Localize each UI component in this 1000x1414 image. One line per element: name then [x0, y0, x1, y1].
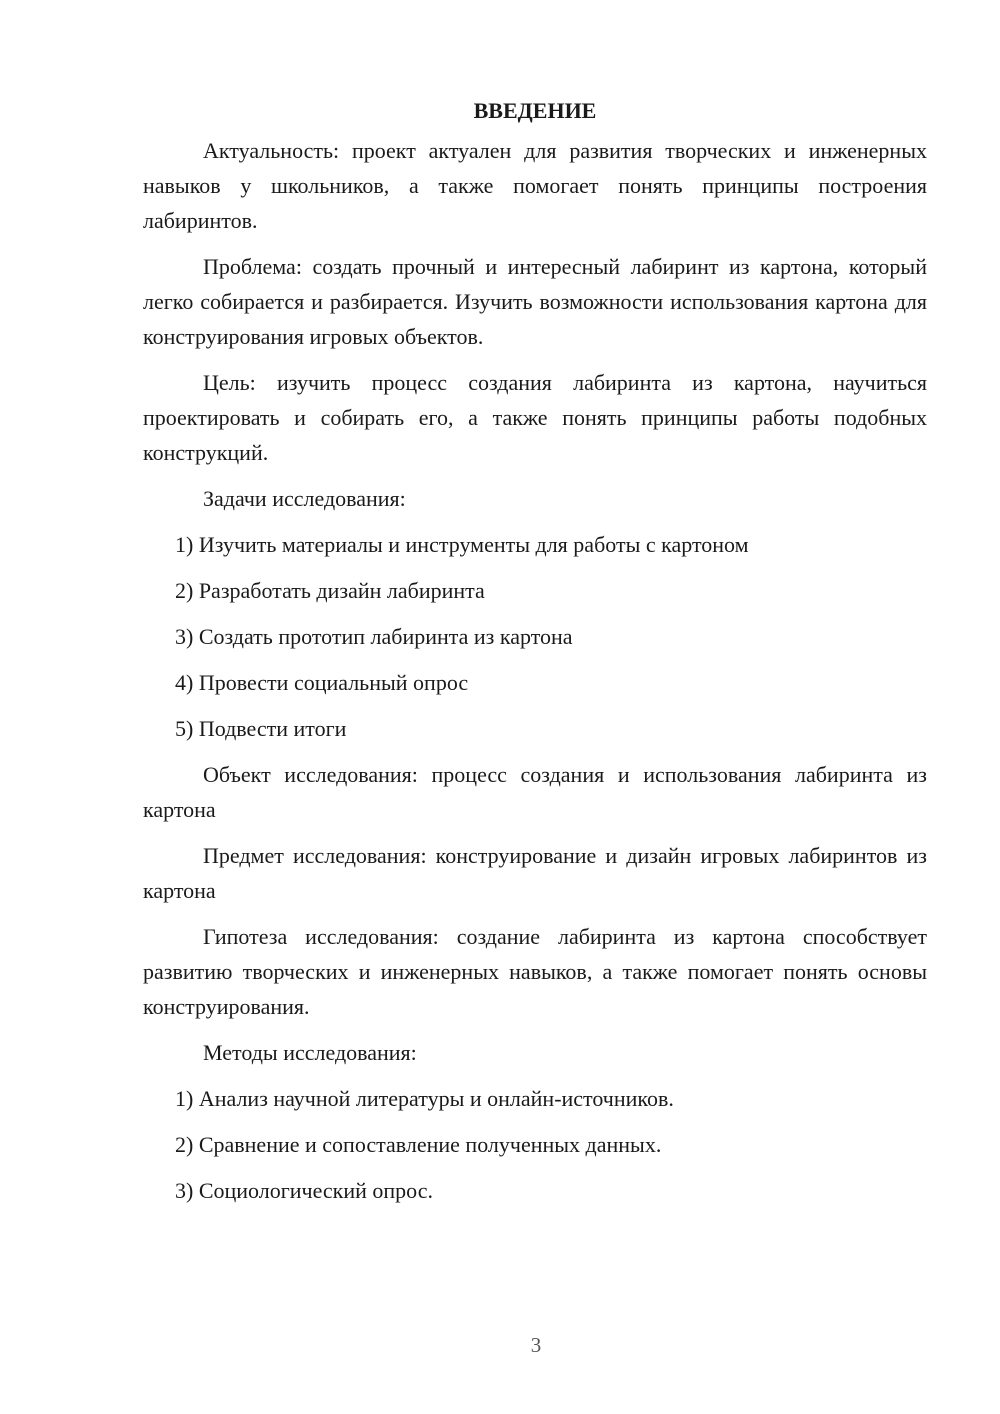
- section-title: ВВЕДЕНИЕ: [473, 98, 597, 123]
- tasks-list: [143, 527, 927, 746]
- list-item: 4) Провести социальный опрос: [175, 670, 469, 695]
- list-item: 2) Сравнение и сопоставление полученных данных.: [175, 1132, 662, 1157]
- tasks-heading: Задачи исследования:: [203, 486, 406, 511]
- list-item: 5) Подвести итоги: [175, 716, 347, 741]
- list-item: 2) Разработать дизайн лабиринта: [175, 578, 485, 603]
- list-item: 3) Социологический опрос.: [175, 1178, 433, 1203]
- subject-paragraph: Предмет исследования: конструирование и дизайн игровых лабиринтов из картона: [143, 843, 927, 903]
- goal-paragraph: Цель: изучить процесс создания лабиринта из картона, научиться проектировать и собирать его, а также понять принципы работы подобных конструкций.: [143, 370, 927, 465]
- document-body: [143, 93, 927, 1219]
- methods-list: [143, 1081, 927, 1208]
- list-item: 3) Создать прототип лабиринта из картона: [175, 624, 573, 649]
- page-number: 3: [530, 1333, 542, 1357]
- relevance-paragraph: Актуальность: проект актуален для развития творческих и инженерных навыков у школьников, а также помогает понять принципы построения лабиринтов.: [143, 138, 927, 233]
- hypothesis-paragraph: Гипотеза исследования: создание лабиринта из картона способствует развитию творческих и инженерных навыков, а также помогает понять основы конструирования.: [143, 924, 927, 1019]
- problem-paragraph: Проблема: создать прочный и интересный лабиринт из картона, который легко собирается и разбирается. Изучить возможности использования картона для конструирования игровых объектов.: [143, 254, 927, 349]
- object-paragraph: Объект исследования: процесс создания и использования лабиринта из картона: [143, 762, 927, 822]
- methods-heading: Методы исследования:: [203, 1040, 417, 1065]
- list-item: 1) Анализ научной литературы и онлайн-источников.: [175, 1086, 674, 1111]
- list-item: 1) Изучить материалы и инструменты для работы с картоном: [175, 532, 749, 557]
